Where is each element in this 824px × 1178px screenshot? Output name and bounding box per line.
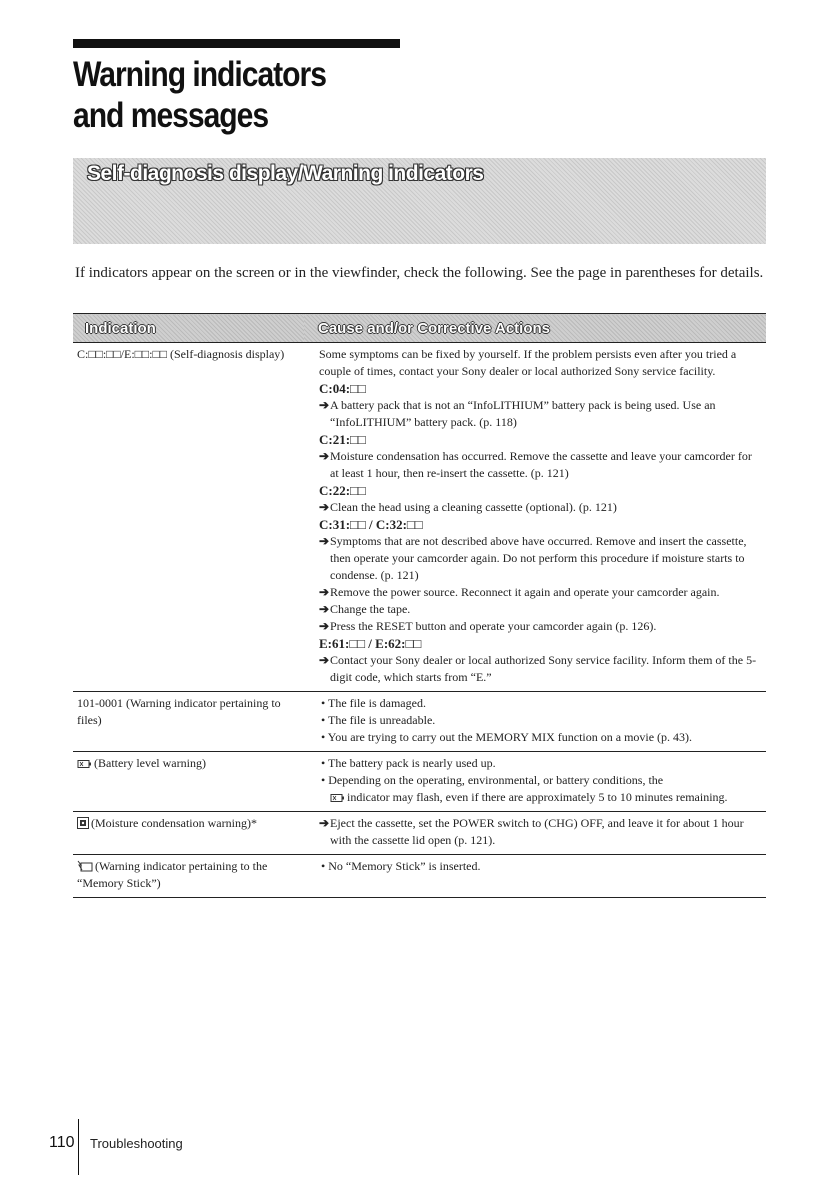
page-title: Warning indicators and messages: [73, 55, 326, 135]
action-item: ➔Change the tape.: [319, 602, 411, 616]
battery-low-icon: [330, 793, 345, 803]
moisture-cassette-icon: [77, 817, 89, 829]
section-heading: Self-diagnosis display/Warning indicators: [87, 162, 484, 185]
battery-low-icon: [77, 759, 92, 769]
indication-text: (Moisture condensation warning)*: [91, 816, 257, 830]
action-item: ➔Remove the power source. Reconnect it again and operate your camcorder again.: [319, 585, 720, 599]
error-code: C:22:□□: [319, 483, 366, 498]
arrow-icon: ➔: [319, 816, 330, 830]
table-header-row: [73, 314, 766, 343]
arrow-icon: ➔: [319, 585, 330, 599]
memory-stick-warning-icon: [77, 860, 93, 872]
cause-cell: [304, 692, 766, 752]
indication-cell: [73, 752, 304, 812]
error-code: C:04:□□: [319, 381, 366, 396]
indication-cell: [73, 692, 304, 752]
bullet-item: • Depending on the operating, environmental, or battery conditions, the: [319, 772, 760, 789]
arrow-icon: ➔: [319, 653, 330, 667]
action-item: ➔A battery pack that is not an “InfoLITHIUM” battery pack is being used. Use an “InfoLITHIUM” battery pack. (p. 118): [319, 398, 716, 429]
indication-text: (Battery level warning): [94, 756, 206, 770]
arrow-icon: ➔: [319, 449, 330, 463]
cause-cell: [304, 855, 766, 898]
indication-cell: [73, 343, 304, 692]
bullet-item: • The file is unreadable.: [319, 712, 760, 729]
action-item: ➔Symptoms that are not described above have occurred. Remove and insert the cassette, then operate your camcorder again. Do not perform this procedure if moisture starts to condense. (p. 121): [319, 534, 747, 582]
indication-text: 101-0001 (Warning indicator pertaining to files): [77, 696, 281, 727]
bullet-continuation: indicator may flash, even if there are approximately 5 to 10 minutes remaining.: [319, 789, 760, 806]
indication-cell: [73, 855, 304, 898]
table-row: [73, 343, 766, 692]
bullet-item: • No “Memory Stick” is inserted.: [319, 858, 760, 875]
arrow-icon: ➔: [319, 500, 330, 514]
row-intro: Some symptoms can be fixed by yourself. If the problem persists even after you tried a couple of times, contact your Sony dealer or local authorized Sony service facility.: [319, 347, 737, 378]
page-number: 110: [49, 1134, 75, 1151]
error-code: C:31:□□ / C:32:□□: [319, 517, 423, 532]
table-row: [73, 752, 766, 812]
action-item: ➔Moisture condensation has occurred. Remove the cassette and leave your camcorder for at least 1 hour, then re-insert the cassette. (p. 121): [319, 449, 752, 480]
table-row: [73, 812, 766, 855]
action-item: ➔Clean the head using a cleaning cassette (optional). (p. 121): [319, 500, 617, 514]
cause-cell: [304, 812, 766, 855]
arrow-icon: ➔: [319, 602, 330, 616]
indication-text: (Warning indicator pertaining to the “Memory Stick”): [77, 859, 268, 890]
indication-text: C:□□:□□/E:□□:□□ (Self-diagnosis display): [77, 347, 285, 361]
action-item: ➔Press the RESET button and operate your camcorder again (p. 126).: [319, 619, 657, 633]
arrow-icon: ➔: [319, 398, 330, 412]
error-code: E:61:□□ / E:62:□□: [319, 636, 422, 651]
cause-cell: [304, 752, 766, 812]
footer-divider: [78, 1119, 79, 1175]
bullet-item: • The file is damaged.: [319, 695, 760, 712]
warning-indicator-table: [73, 313, 766, 898]
title-rule: [73, 39, 400, 48]
bullet-item: • The battery pack is nearly used up.: [319, 755, 760, 772]
error-code: C:21:□□: [319, 432, 366, 447]
header-indication: Indication: [73, 314, 304, 343]
intro-paragraph: If indicators appear on the screen or in the viewfinder, check the following. See the page in parentheses for details.: [75, 265, 764, 281]
action-item: ➔Eject the cassette, set the POWER switch to (CHG) OFF, and leave it for about 1 hour with the cassette lid open (p. 121).: [319, 816, 744, 847]
indication-cell: [73, 812, 304, 855]
action-item: ➔Contact your Sony dealer or local authorized Sony service facility. Inform them of the 5-digit code, which starts from “E.”: [319, 653, 757, 684]
table-row: [73, 855, 766, 898]
section-heading-band: [73, 158, 766, 244]
arrow-icon: ➔: [319, 534, 330, 548]
bullet-item: • You are trying to carry out the MEMORY MIX function on a movie (p. 43).: [319, 729, 760, 746]
header-cause: Cause and/or Corrective Actions: [304, 314, 766, 343]
table-row: [73, 692, 766, 752]
cause-cell: [304, 343, 766, 692]
arrow-icon: ➔: [319, 619, 330, 633]
footer-section-label: Troubleshooting: [90, 1136, 183, 1151]
